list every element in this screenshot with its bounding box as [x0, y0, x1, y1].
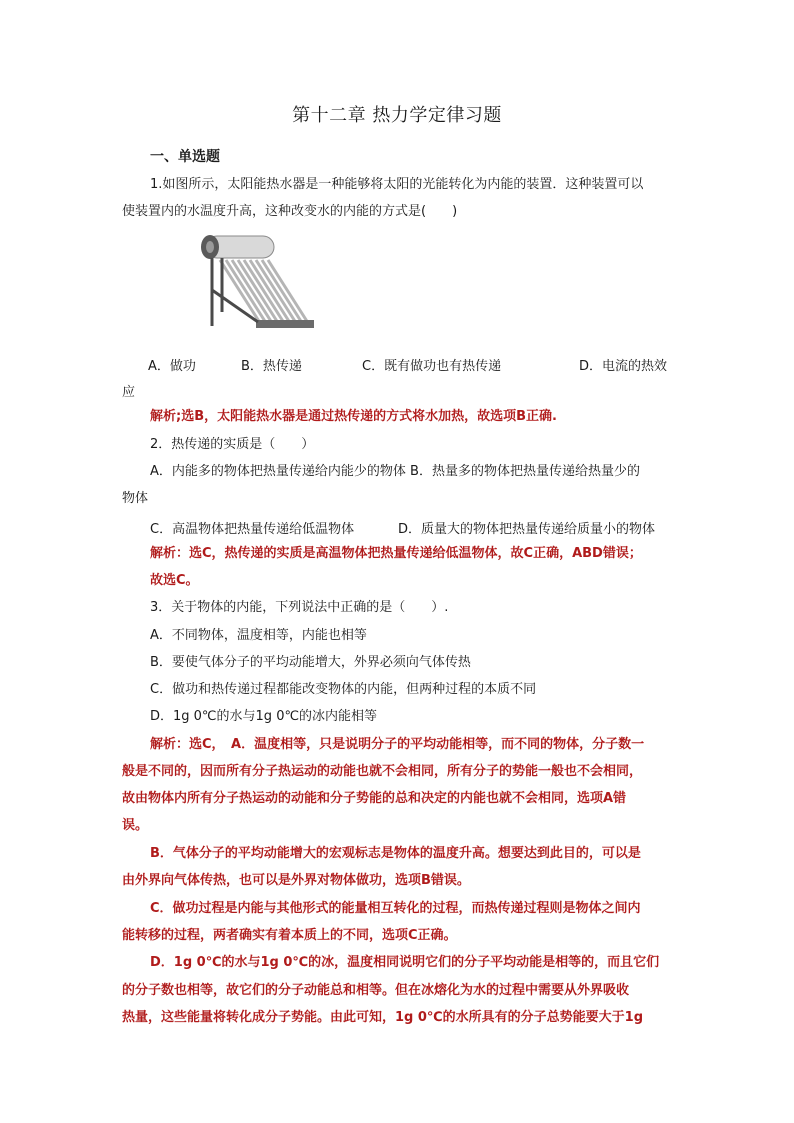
q3-option-b: B．要使气体分子的平均动能增大，外界必须向气体传热	[150, 655, 471, 670]
q2-option-d: D．质量大的物体把热量传递给质量小的物体	[398, 522, 656, 537]
q3-analysis-line: 般是不同的，因而所有分子热运动的动能也就不会相同，所有分子的势能一般也不会相同，	[122, 764, 643, 779]
q3-analysis-line: 热量，这些能量将转化成分子势能。由此可知，1g 0℃的水所具有的分子总势能要大于1g	[122, 1010, 644, 1025]
q1-stem-line1: 1.如图所示，太阳能热水器是一种能够将太阳的光能转化为内能的装置．这种装置可以	[150, 177, 644, 192]
q2-options-ab-line1: A．内能多的物体把热量传递给内能少的物体 B．热量多的物体把热量传递给热量少的	[150, 464, 640, 479]
q1-option-a: A．做功	[148, 359, 196, 374]
q3-analysis-line: B．气体分子的平均动能增大的宏观标志是物体的温度升高。想要达到此目的，可以是	[150, 846, 641, 861]
q3-analysis-line: 能转移的过程，两者确实有着本质上的不同，选项C正确。	[122, 928, 457, 943]
q3-stem: 3．关于物体的内能，下列说法中正确的是（ ）.	[150, 600, 449, 615]
q2-answer-line1: 解析：选C，热传递的实质是高温物体把热量传递给低温物体，故C正确，ABD错误；	[150, 546, 642, 561]
q1-option-d-cont: 应	[122, 385, 136, 400]
q1-stem-line2: 使装置内的水温度升高，这种改变水的内能的方式是( )	[122, 204, 458, 219]
q1-answer: 解析;选B，太阳能热水器是通过热传递的方式将水加热，故选项B正确.	[150, 409, 557, 424]
q3-option-d: D．1g 0℃的水与1g 0℃的冰内能相等	[150, 709, 378, 724]
q2-option-c: C．高温物体把热量传递给低温物体	[150, 522, 355, 537]
section-heading: 一、单选题	[150, 149, 220, 165]
q3-analysis-line: D．1g 0℃的水与1g 0℃的冰，温度相同说明它们的分子平均动能是相等的，而且它们	[150, 955, 660, 970]
q3-option-a: A．不同物体，温度相等，内能也相等	[150, 628, 367, 643]
q1-option-c: C．既有做功也有热传递	[362, 359, 502, 374]
q3-option-c: C．做功和热传递过程都能改变物体的内能，但两种过程的本质不同	[150, 682, 537, 697]
page-title: 第十二章 热力学定律习题	[292, 105, 502, 126]
q1-option-d: D．电流的热效	[579, 359, 668, 374]
q3-analysis-line: 解析：选C， A．温度相等，只是说明分子的平均动能相等，而不同的物体，分子数一	[150, 737, 645, 752]
q3-analysis-line: 故由物体内所有分子热运动的动能和分子势能的总和决定的内能也就不会相同，选项A错	[122, 791, 627, 806]
q3-analysis-line: 误。	[122, 818, 149, 833]
q2-options-ab-line2: 物体	[122, 491, 149, 506]
q2-answer-line2: 故选C。	[150, 573, 199, 588]
solar-water-heater-icon	[198, 230, 318, 330]
q3-analysis-line: C．做功过程是内能与其他形式的能量相互转化的过程，而热传递过程则是物体之间内	[150, 901, 641, 916]
q3-analysis-line: 由外界向气体传热，也可以是外界对物体做功，选项B错误。	[122, 873, 470, 888]
q2-stem: 2．热传递的实质是（ ）	[150, 437, 315, 452]
q1-option-b: B．热传递	[241, 359, 302, 374]
q3-analysis-line: 的分子数也相等，故它们的分子动能总和相等。但在冰熔化为水的过程中需要从外界吸收	[122, 983, 630, 998]
